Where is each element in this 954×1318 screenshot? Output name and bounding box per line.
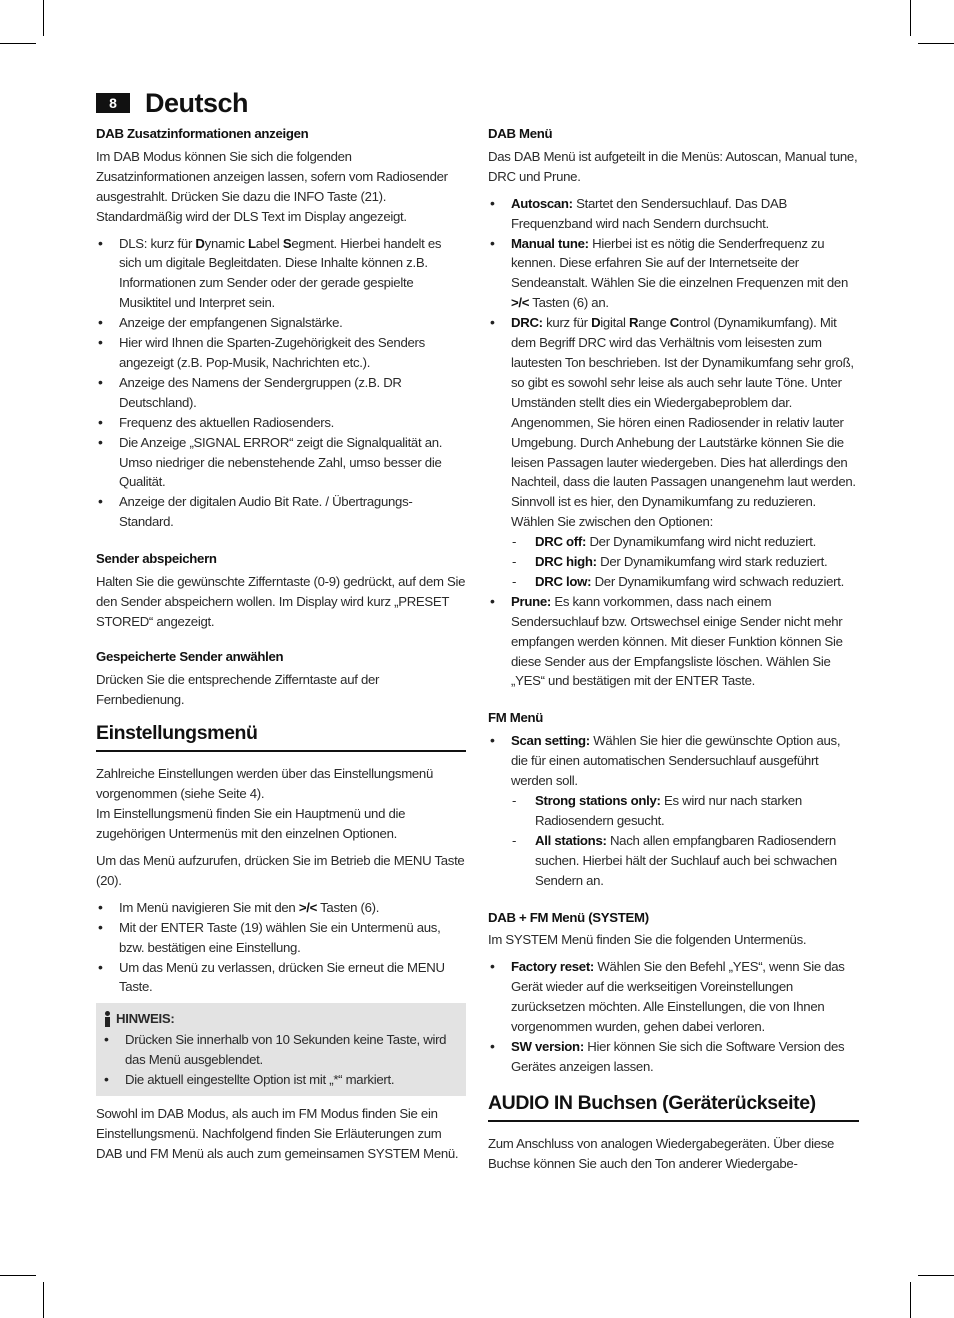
list-item: • Anzeige der digitalen Audio Bit Rate. / Übertragungs-Standard. (96, 492, 466, 532)
list-item: • Frequenz des aktuellen Radiosenders. (96, 413, 466, 433)
list-item: • Autoscan: Startet den Sendersuchlauf. Das DAB Frequenzband wird nach Sendern durchsucht. (488, 194, 859, 234)
section-title: FM Menü (488, 710, 544, 726)
section-title: Sender abspeichern (96, 551, 217, 567)
list-item: • Drücken Sie innerhalb von 10 Sekunden keine Taste, wird das Menü ausgeblendet. (102, 1030, 460, 1070)
paragraph: Das DAB Menü ist aufgeteilt in die Menüs: Autoscan, Manual tune, DRC und Prune. (488, 148, 858, 184)
list-item: - DRC off: Der Dynamikumfang wird nicht reduziert. (511, 532, 859, 552)
page-number: 8 (96, 93, 130, 113)
paragraph: Drücken Sie die entsprechende Zifferntaste auf der Fernbedienung. (96, 671, 380, 707)
crop-mark (0, 43, 36, 44)
paragraph: Zahlreiche Einstellungen werden über das Einstellungsmenü vorgenommen (siehe Seite 4). (96, 766, 433, 802)
left-column (96, 124, 466, 1171)
bullet-list (102, 1030, 460, 1090)
crop-mark (910, 0, 911, 36)
list-item: - DRC high: Der Dynamikumfang wird stark reduziert. (511, 552, 859, 572)
section-title: DAB Zusatzinformationen anzeigen (96, 126, 309, 141)
list-item: • Anzeige des Namens der Sendergruppen (z.B. DR Deutschland). (96, 373, 466, 413)
list-item: • DRC: kurz für Digital Range Control (Dynamikumfang). Mit dem Begriff DRC wird das Verhältnis vom leisesten zum lautesten Ton beschrieben. Ist der Dynamikumfang sehr groß, so gibt es sowohl sehr leise als auch sehr laute Töne. Unter Umständen stellt dies ein Wiedergabeproblem dar. Angenommen, Sie hören einen Radiosender in relativ lauter Umgebung. Durch Anhebung der Lautstärke können Sie die leisen Passagen lauter wiedergeben. Dies hat allerdings den Nachteil, dass die lauten Passagen unangenehm laut werden. Sinnvoll ist es hier, den Dynamikumfang zu reduzieren. Wählen Sie zwischen den Optionen: - DRC off: Der Dynamikumfang wird nicht reduziert. - DRC high: Der Dynamikumfang wird stark reduziert. - DRC low: Der Dynamikumfang wird schwach reduziert. (488, 313, 859, 592)
list-item: • SW version: Hier können Sie sich die Software Version des Gerätes anzeigen lassen. (488, 1037, 859, 1077)
right-column (488, 124, 859, 1181)
section-title: DAB Menü (488, 126, 553, 141)
crop-mark (918, 1275, 954, 1276)
list-item: • Hier wird Ihnen die Sparten-Zugehörigkeit des Senders angezeigt (z.B. Pop-Musik, Nachrichten etc.). (96, 333, 466, 373)
crop-mark (0, 1275, 36, 1276)
list-item: • Im Menü navigieren Sie mit den >/< Tasten (6). (96, 898, 466, 918)
list-item: • Die aktuell eingestellte Option ist mit „*“ markiert. (102, 1070, 460, 1090)
paragraph: Im SYSTEM Menü finden Sie die folgenden Untermenüs. (488, 932, 807, 948)
paragraph: Im Einstellungsmenü finden Sie ein Hauptmenü und die zugehörigen Untermenüs mit den einzelnen Optionen. (96, 806, 406, 842)
paragraph: Im DAB Modus können Sie sich die folgenden Zusatzinformationen anzeigen lassen, sofern vom Radiosender ausgestrahlt. Drücken Sie dazu die INFO Taste (21). (96, 148, 448, 204)
section-heading: AUDIO IN Buchsen (Geräterückseite) (488, 1094, 859, 1122)
bullet-list (488, 731, 859, 890)
list-item: • Manual tune: Hierbei ist es nötig die Senderfrequenz zu kennen. Diese erfahren Sie auf der Internetseite der Sendeanstalt. Wählen Sie die einzelnen Frequenzen mit den >/< Tasten (6) an. (488, 234, 859, 314)
dash-list (511, 791, 859, 891)
list-item: - All stations: Nach allen empfangbaren Radiosendern suchen. Hierbei hält der Suchlauf auch bei schwachen Sendern an. (511, 831, 859, 891)
list-item: • DLS: kurz für Dynamic Label Segment. Hierbei handelt es sich um digitale Begleitdaten. Diese Inhalte können z.B. Informationen zum Sender oder der gerade gespielte Musiktitel und Interpret sein. (96, 234, 466, 314)
bullet-list (488, 194, 859, 692)
note-header (102, 1009, 460, 1029)
crop-mark (918, 43, 954, 44)
bullet-list (96, 898, 466, 998)
section-heading: Einstellungsmenü (96, 724, 466, 752)
list-item: • Factory reset: Wählen Sie den Befehl „YES“, wenn Sie das Gerät wieder auf die werkseitigen Voreinstellungen zurücksetzen möchten. Alle Einstellungen, die von Ihnen vorgenommen wurden, gehen dabei verloren. (488, 957, 859, 1037)
list-item: - DRC low: Der Dynamikumfang wird schwach reduziert. (511, 572, 859, 592)
paragraph: Sowohl im DAB Modus, als auch im FM Modus finden Sie ein Einstellungsmenü. Nachfolgend finden Sie Erläuterungen zum DAB und FM Menü als auch zum gemeinsamen SYSTEM Menü. (96, 1105, 459, 1161)
list-item: • Um das Menü zu verlassen, drücken Sie erneut die MENU Taste. (96, 958, 466, 998)
paragraph: Standardmäßig wird der DLS Text im Display angezeigt. (96, 208, 407, 224)
bullet-list (96, 234, 466, 533)
list-item: - Strong stations only: Es wird nur nach starken Radiosendern gesucht. (511, 791, 859, 831)
page-header (96, 88, 248, 118)
crop-mark (43, 1282, 44, 1318)
paragraph: Um das Menü aufzurufen, drücken Sie im Betrieb die MENU Taste (20). (96, 853, 465, 888)
note-box (96, 1003, 466, 1096)
list-item: • Die Anzeige „SIGNAL ERROR“ zeigt die Signalqualität an. Umso niedriger die nebenstehende Zahl, umso besser die Qualität. (96, 433, 466, 493)
note-title: HINWEIS: (116, 1011, 175, 1027)
crop-mark (910, 1282, 911, 1318)
crop-mark (43, 0, 44, 36)
list-item: • Prune: Es kann vorkommen, dass nach einem Sendersuchlauf bzw. Ortswechsel einige Sender nicht mehr empfangen werden können. Mit dieser Funktion können Sie diese Sender aus der Empfangsliste löschen. Wählen Sie „YES“ und bestätigen mit der ENTER Taste. (488, 592, 859, 692)
info-icon (102, 1011, 112, 1027)
list-item: • Mit der ENTER Taste (19) wählen Sie ein Untermenü aus, bzw. bestätigen eine Einstellung. (96, 918, 466, 958)
bullet-list (488, 957, 859, 1076)
page-title: Deutsch (145, 87, 249, 118)
paragraph: Halten Sie die gewünschte Zifferntaste (0-9) gedrückt, auf dem Sie den Sender abspeichern wollen. Im Display wird kurz „PRESET STORED“ angezeigt. (96, 574, 466, 629)
dash-list (511, 532, 859, 592)
section-title: DAB + FM Menü (SYSTEM) (488, 909, 649, 925)
list-item: • Anzeige der empfangenen Signalstärke. (96, 313, 466, 333)
section-title: Gespeicherte Sender anwählen (96, 648, 284, 664)
paragraph: Zum Anschluss von analogen Wiedergabegeräten. Über diese Buchse können Sie auch den Ton anderer Wiedergabe- (488, 1135, 835, 1171)
list-item: • Scan setting: Wählen Sie hier die gewünschte Option aus, die für einen automatischen Sendersuchlauf ausgeführt werden soll. - Strong stations only: Es wird nur nach starken Radiosendern gesucht. - All stations: Nach allen empfangbaren Radiosendern suchen. Hierbei hält der Suchlauf auch bei schwachen Sendern an. (488, 731, 859, 890)
